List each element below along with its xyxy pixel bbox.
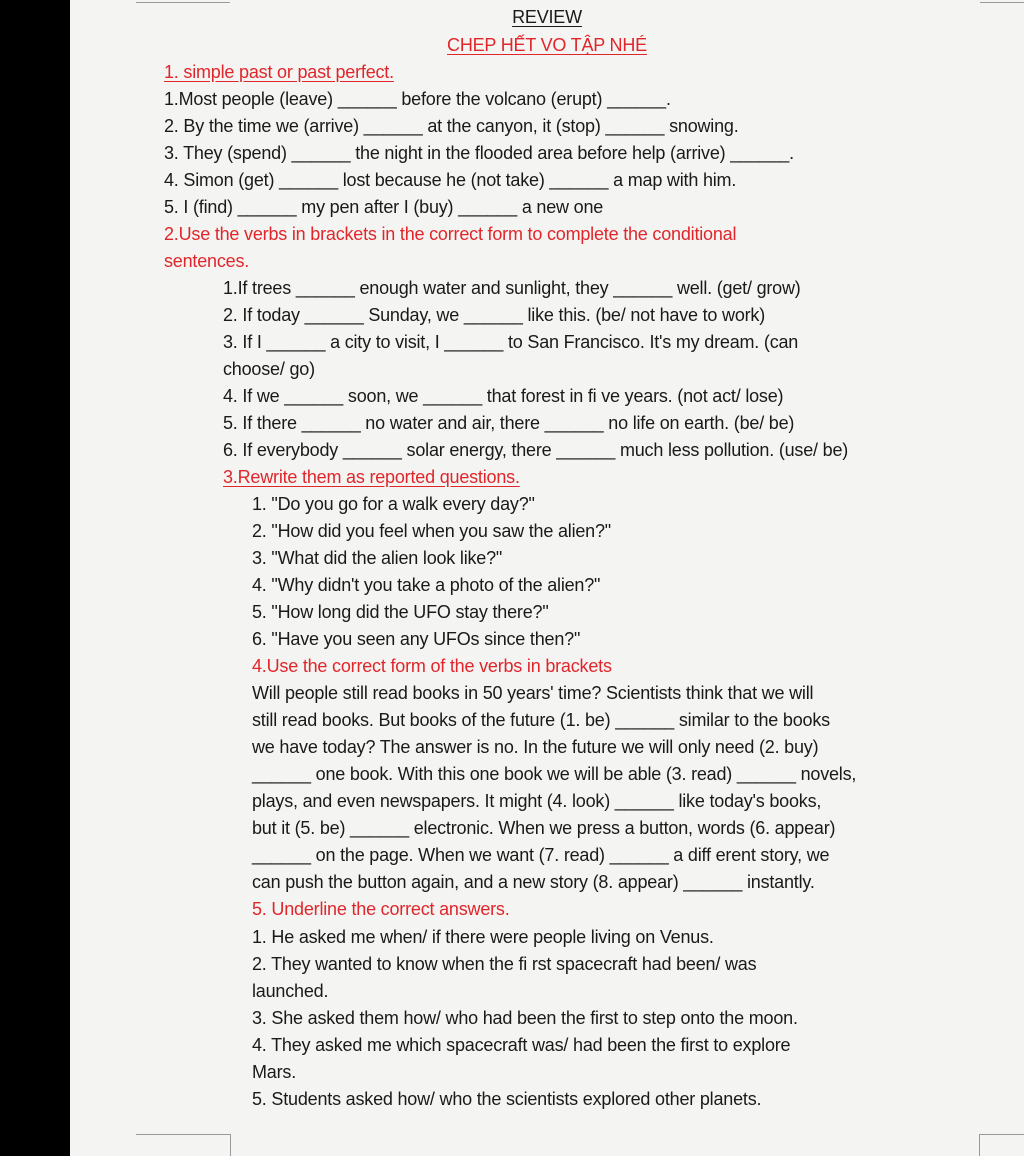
section-2-heading-cont: sentences.	[164, 251, 250, 271]
section-1-item: 3. They (spend) ______ the night in the flooded area before help (arrive) ______.	[164, 143, 794, 163]
section-5-line: 1. He asked me when/ if there were people living on Venus.	[252, 927, 714, 947]
section-3-item: 6. "Have you seen any UFOs since then?"	[252, 629, 581, 649]
section-4-line: plays, and even newspapers. It might (4. look) ______ like today's books,	[252, 791, 822, 811]
section-5-line-cont: Mars.	[252, 1062, 297, 1082]
section-4-line: ______ one book. With this one book we will be able (3. read) ______ novels,	[252, 764, 857, 784]
section-3-item: 1. "Do you go for a walk every day?"	[252, 494, 535, 514]
section-4-line: but it (5. be) ______ electronic. When we press a button, words (6. appear)	[252, 818, 836, 838]
section-2-item-cont: choose/ go)	[223, 359, 315, 379]
section-5-line-cont: launched.	[252, 981, 329, 1001]
page-corner-mark	[979, 1134, 1024, 1156]
section-1-item: 4. Simon (get) ______ lost because he (not take) ______ a map with him.	[164, 170, 737, 190]
section-4-line: we have today? The answer is no. In the future we will only need (2. buy)	[252, 737, 819, 757]
section-2-item: 1.If trees ______ enough water and sunlight, they ______ well. (get/ grow)	[223, 278, 801, 298]
page-title: REVIEW	[512, 7, 582, 27]
section-2-item: 6. If everybody ______ solar energy, there ______ much less pollution. (use/ be)	[223, 440, 849, 460]
section-2-item: 2. If today ______ Sunday, we ______ like this. (be/ not have to work)	[223, 305, 766, 325]
section-5-line: 2. They wanted to know when the fi rst spacecraft had been/ was	[252, 954, 757, 974]
section-4-line: can push the button again, and a new story (8. appear) ______ instantly.	[252, 872, 815, 892]
section-5-heading: 5. Underline the correct answers.	[252, 899, 510, 919]
section-5-line: 4. They asked me which spacecraft was/ had been the first to explore	[252, 1035, 791, 1055]
page-corner-mark	[136, 1134, 231, 1156]
section-2-item: 4. If we ______ soon, we ______ that forest in fi ve years. (not act/ lose)	[223, 386, 784, 406]
page-corner-mark	[980, 0, 1024, 3]
section-2-heading: 2.Use the verbs in brackets in the correct form to complete the conditional	[164, 224, 737, 244]
section-3-item: 5. "How long did the UFO stay there?"	[252, 602, 549, 622]
section-4-heading: 4.Use the correct form of the verbs in brackets	[252, 656, 612, 676]
section-5-line: 5. Students asked how/ who the scientists explored other planets.	[252, 1089, 762, 1109]
section-4-line: ______ on the page. When we want (7. read) ______ a diff erent story, we	[252, 845, 830, 865]
section-1-heading: 1. simple past or past perfect.	[164, 62, 394, 82]
section-2-item: 5. If there ______ no water and air, there ______ no life on earth. (be/ be)	[223, 413, 795, 433]
section-1-item: 2. By the time we (arrive) ______ at the canyon, it (stop) ______ snowing.	[164, 116, 739, 136]
section-3-heading: 3.Rewrite them as reported questions.	[223, 467, 520, 487]
worksheet-page	[70, 0, 1024, 1156]
section-3-item: 4. "Why didn't you take a photo of the alien?"	[252, 575, 601, 595]
section-1-item: 5. I (find) ______ my pen after I (buy) ______ a new one	[164, 197, 604, 217]
section-3-item: 2. "How did you feel when you saw the alien?"	[252, 521, 611, 541]
section-1-item: 1.Most people (leave) ______ before the volcano (erupt) ______.	[164, 89, 671, 109]
section-2-item: 3. If I ______ a city to visit, I ______ to San Francisco. It's my dream. (can	[223, 332, 799, 352]
section-3-item: 3. "What did the alien look like?"	[252, 548, 503, 568]
section-4-line: still read books. But books of the future (1. be) ______ similar to the books	[252, 710, 830, 730]
page-subtitle: CHEP HẾT VO TẬP NHÉ	[447, 35, 647, 55]
section-5-line: 3. She asked them how/ who had been the first to step onto the moon.	[252, 1008, 798, 1028]
section-4-line: Will people still read books in 50 years' time? Scientists think that we will	[252, 683, 814, 703]
page-corner-mark	[136, 0, 230, 3]
